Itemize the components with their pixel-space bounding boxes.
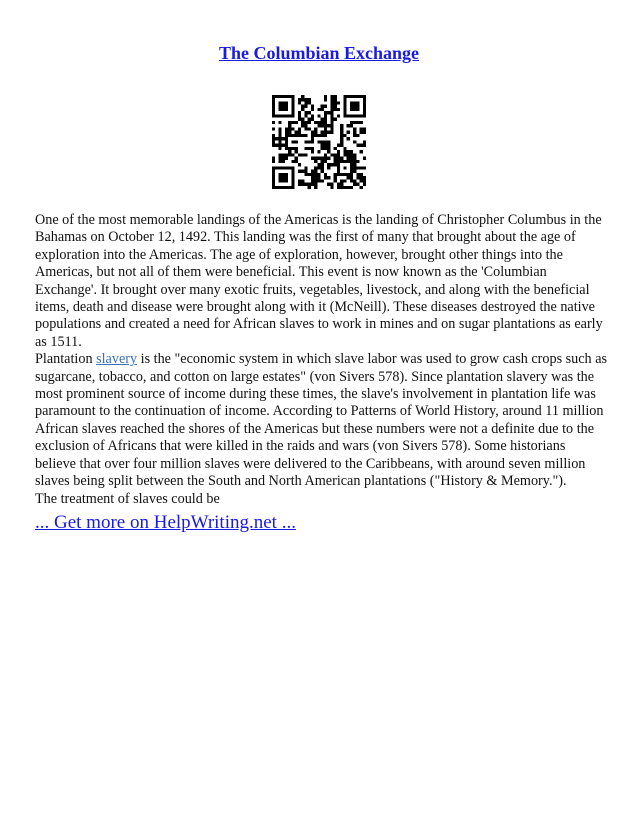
paragraph-plantation: [35, 351, 607, 490]
qr-code-icon: [272, 95, 366, 189]
paragraph-treatment: The treatment of slaves could be: [35, 490, 220, 507]
document-title: [0, 42, 638, 64]
qr-code-graphic: [272, 95, 366, 189]
paragraph-intro: One of the most memorable landings of the Americas is the landing of Christopher Columbus in the Bahamas on October 12, 1492. This landing was the first of many that brought about the age of exploration into the Americas. The age of exploration, however, brought other things into the Americas, but not all of them were beneficial. This event is now known as the 'Columbian Exchange'. It brought over many exotic fruits, vegetables, livestock, and along with the beneficial items, death and disease were brought along with it (McNeill). These diseases destroyed the native populations and created a need for African slaves to work in mines and on sugar plantations as early as 1511.: [35, 212, 603, 350]
get-more-section: [35, 511, 296, 535]
slavery-link[interactable]: slavery: [96, 351, 138, 368]
title-link[interactable]: The Columbian Exchange: [218, 43, 420, 63]
get-more-link[interactable]: ... Get more on HelpWriting.net ...: [35, 512, 296, 533]
paragraph-plantation-rest: is the "economic system in which slave labor was used to grow cash crops such as sugarcane, tobacco, and cotton on large estates" (von Sivers 578). Since plantation slavery was the most prominent source of income during these times, the slave's involvement in plantation life was paramount to the continuation of income. According to Patterns of World History, around 11 million African slaves reached the shores of the Americas but these numbers were not a definite due to the exclusion of Africans that were killed in the raids and wars (von Sivers 578). Some historians believe that over four million slaves were delivered to the Caribbeans, with around seven million slaves being split between the South and North American plantations ("History & Memory.").: [35, 351, 608, 490]
article-body: [35, 212, 607, 508]
paragraph-plantation-start: Plantation: [35, 351, 93, 368]
